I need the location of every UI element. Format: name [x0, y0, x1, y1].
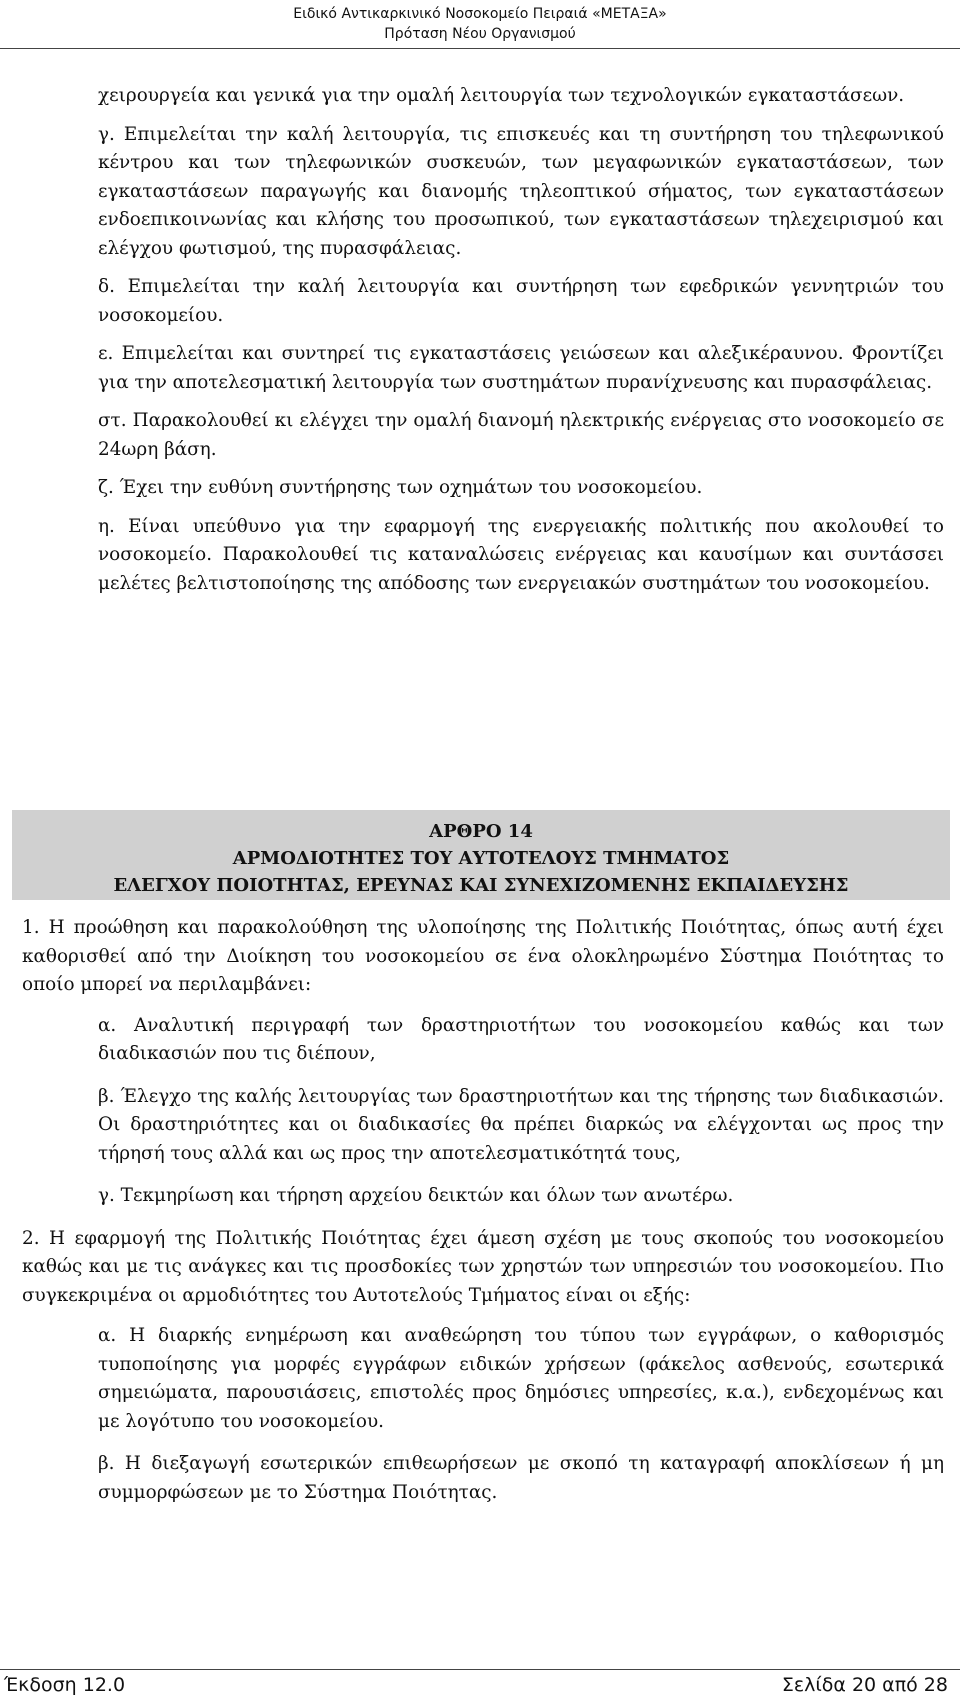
header-hospital-name: Ειδικό Αντικαρκινικό Νοσοκομείο Πειραιά «ΜΕΤΑΞΑ»	[293, 6, 667, 22]
header-document-title: Πρόταση Νέου Οργανισμού	[384, 26, 576, 42]
footer-divider	[0, 1669, 960, 1670]
clause-2-item-b: β. Η διεξαγωγή εσωτερικών επιθεωρήσεων με σκοπό τη καταγραφή αποκλίσεων ή μη συμμορφώσεων με το Σύστημα Ποιότητας.	[98, 1453, 944, 1503]
page-footer	[0, 1673, 960, 1699]
article-heading-line2: ΕΛΕΓΧΟΥ ΠΟΙΟΤΗΤΑΣ, ΕΡΕΥΝΑΣ ΚΑΙ ΣΥΝΕΧΙΖΟΜΕΝΗΣ ΕΚΠΑΙΔΕΥΣΗΣ	[113, 875, 849, 896]
page-header	[0, 0, 960, 48]
clause-2: 2. Η εφαρμογή της Πολιτικής Ποιότητας έχει άμεση σχέση με τους σκοπούς του νοσοκομείου καθώς και με τις ανάγκες και τις προσδοκίες των χρηστών των υπηρεσιών του νοσοκομείου. Πιο συγκεκριμένα οι αρμοδιότητες του Αυτοτελούς Τμήματος είναι οι εξής:	[22, 1227, 944, 1306]
clause-1: 1. Η προώθηση και παρακολούθηση της υλοποίησης της Πολιτικής Ποιότητας, όπως αυτή έχει καθορισθεί από την Διοίκηση του νοσοκομείου σε ένα ολοκληρωμένο Σύστημα Ποιότητας το οποίο μπορεί να περιλαμβάνει:	[22, 917, 944, 995]
paragraph-item-h: η. Είναι υπεύθυνο για την εφαρμογή της ενεργειακής πολιτικής που ακολουθεί το νοσοκομείο. Παρακολουθεί τις καταναλώσεις ενέργειας και καυσίμων και συντάσσει μελέτες βελτιστοποίησης της απόδοσης των ενεργειακών συστημάτων του νοσοκομείου.	[98, 515, 944, 594]
paragraph-item-e: ε. Επιμελείται και συντηρεί τις εγκαταστάσεις γειώσεων και αλεξικέραυνου. Φροντίζει για την αποτελεσματική λειτουργία των συστημάτων πυρανίχνευσης και πυρασφάλειας.	[98, 343, 944, 393]
article-14-body	[22, 914, 944, 1521]
page-number: Σελίδα 20 από 28	[781, 1674, 948, 1696]
clause-2-item-a: α. Η διαρκής ενημέρωση και αναθεώρηση του τύπου των εγγράφων, ο καθορισμός τυποποίησης για μορφές εγγράφων ειδικών χρήσεων (φάκελος ασθενούς, εσωτερικά σημειώματα, παρουσιάσεις, επιστολές προς δημόσιες υπηρεσίες, κ.α.), ενδεχομένως και με λογότυπο του νοσοκομείου.	[98, 1325, 944, 1432]
document-version: Έκδοση 12.0	[4, 1674, 126, 1696]
clause-2-items	[98, 1322, 944, 1507]
clause-1-item-c: γ. Τεκμηρίωση και τήρηση αρχείου δεικτών και όλων των ανωτέρω.	[98, 1185, 734, 1206]
article-13-continuation	[98, 82, 944, 608]
paragraph-item-st: στ. Παρακολουθεί κι ελέγχει την ομαλή διανομή ηλεκτρικής ενέργειας στο νοσοκομείο σε 24ωρη βάση.	[98, 410, 944, 460]
clause-1-item-a: α. Αναλυτική περιγραφή των δραστηριοτήτων του νοσοκομείου καθώς και των διαδικασιών που τις διέπουν,	[98, 1014, 944, 1064]
article-title: ΑΡΘΡΟ 14	[429, 821, 533, 842]
article-heading-line1: ΑΡΜΟΔΙΟΤΗΤΕΣ ΤΟΥ ΑΥΤΟΤΕΛΟΥΣ ΤΜΗΜΑΤΟΣ	[232, 848, 730, 869]
article-14-heading-banner	[12, 810, 950, 900]
paragraph-continued: χειρουργεία και γενικά για την ομαλή λειτουργία των τεχνολογικών εγκαταστάσεων.	[98, 85, 905, 106]
paragraph-item-z: ζ. Έχει την ευθύνη συντήρησης των οχημάτων του νοσοκομείου.	[98, 477, 703, 498]
paragraph-item-c: γ. Επιμελείται την καλή λειτουργία, τις επισκευές και τη συντήρηση του τηλεφωνικού κέντρου και των τηλεφωνικών συσκευών, των μεγαφωνικών εγκαταστάσεων, των εγκαταστάσεων παραγωγής και διανομής τηλεοπτικού σήματος, των εγκαταστάσεων ενδοεπικοινωνίας και κλήσης του προσωπικού, των εγκαταστάσεων τηλεχειρισμού και ελέγχου φωτισμού, της πυρασφάλειας.	[98, 123, 944, 259]
clause-1-items	[98, 1012, 944, 1211]
header-divider	[0, 48, 960, 49]
clause-1-item-b: β. Έλεγχο της καλής λειτουργίας των δραστηριοτήτων και της τήρησης των διαδικασιών. Οι δραστηριότητες και οι διαδικασίες θα πρέπει διαρκώς να ελέγχονται ως προς την τήρησή τους αλλά και ως προς την αποτελεσματικότητά τους,	[98, 1085, 944, 1164]
paragraph-item-d: δ. Επιμελείται την καλή λειτουργία και συντήρηση των εφεδρικών γεννητριών του νοσοκομείου.	[98, 276, 944, 326]
